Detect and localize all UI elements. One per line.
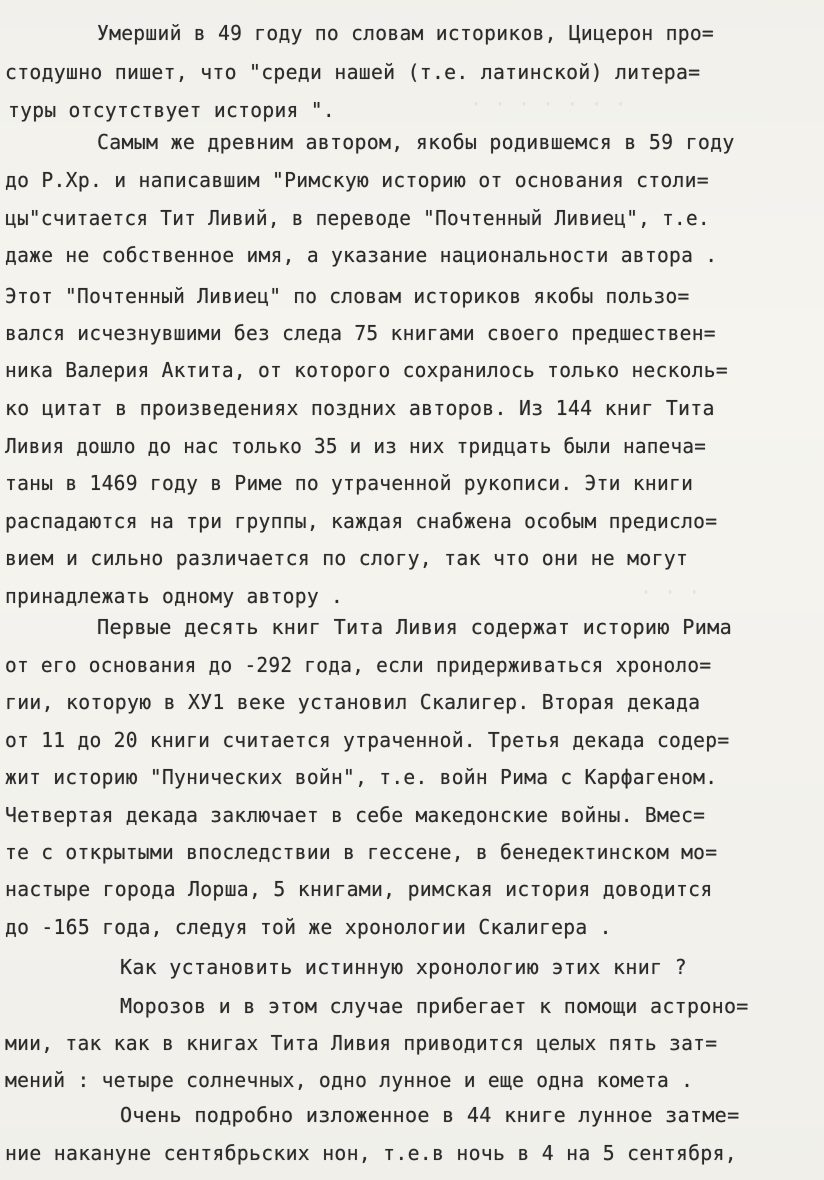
- text-line: стодушно пишет, что "среди нашей (т.е. латинской) литера=: [5, 60, 701, 84]
- text-line: гии, которую в ХУ1 веке установил Скалигер. Вторая декада: [5, 690, 701, 714]
- text-line: Умерший в 49 году по словам историков, Цицерон про=: [97, 21, 715, 45]
- text-line: жит историю "Пунических войн", т.е. войн Рима с Карфагеном.: [5, 765, 718, 789]
- text-line: ника Валерия Актита, от которого сохранилось только несколь=: [5, 358, 728, 382]
- text-line: настыре города Лорша, 5 книгами, римская история доводится: [5, 877, 713, 901]
- text-line: Этот "Почтенный Ливиец" по словам историков якобы пользо=: [5, 284, 690, 308]
- text-line: Как установить истинную хронологию этих книг ?: [120, 955, 688, 979]
- text-line: Первые десять книг Тита Ливия содержат историю Рима: [97, 615, 733, 639]
- text-line: принадлежать одному автору .: [5, 584, 344, 608]
- text-line: мии, так как в книгах Тита Ливия приводится целых пять зат=: [5, 1031, 718, 1055]
- text-line: вием и сильно различается по слогу, так что они не могут: [5, 546, 689, 570]
- text-line: Четвертая декада заключает в себе македонские войны. Вмес=: [5, 803, 706, 827]
- text-line: до -165 года, следуя той же хронологии Скалигера .: [5, 915, 612, 939]
- text-line: цы"считается Тит Ливий, в переводе "Почтенный Ливиец", т.е.: [5, 206, 710, 230]
- text-line: от 11 до 20 книги считается утраченной. Третья декада содер=: [5, 728, 730, 752]
- show-through-text: · · ·: [640, 580, 701, 604]
- text-line: ние накануне сентябрьских нон, т.е.в ночь в 4 на 5 сентября,: [5, 1141, 737, 1165]
- show-through-text: · · · · · · ·: [470, 92, 627, 116]
- text-line: Самым же древним автором, якобы родившемся в 59 году: [97, 130, 735, 154]
- text-line: до Р.Хр. и написавшим "Римскую историю от основания столи=: [5, 168, 709, 192]
- text-line: Очень подробно изложенное в 44 книге лунное затме=: [120, 1103, 740, 1127]
- text-line: распадаются на три группы, каждая снабжена особым предисло=: [5, 509, 718, 533]
- text-line: Ливия дошло до нас только 35 и из них тридцать были напеча=: [5, 434, 707, 458]
- text-line: таны в 1469 году в Риме по утраченной рукописи. Эти книги: [5, 471, 694, 495]
- text-line: те с открытыми впоследствии в гессене, в бенедектинском мо=: [5, 840, 718, 864]
- text-line: от его основания до -292 года, если придерживаться хроноло=: [5, 653, 712, 677]
- text-line: туры отсутствует история ".: [8, 98, 336, 122]
- text-line: вался исчезнувшими без следа 75 книгами своего предшествен=: [5, 321, 716, 345]
- text-line: мений : четыре солнечных, одно лунное и еще одна комета .: [5, 1068, 694, 1092]
- text-line: ко цитат в произведениях поздних авторов. Из 144 книг Тита: [5, 396, 715, 420]
- text-line: даже не собственное имя, а указание национальности автора .: [5, 243, 718, 267]
- text-line: Морозов и в этом случае прибегает к помощи астроно=: [120, 994, 749, 1018]
